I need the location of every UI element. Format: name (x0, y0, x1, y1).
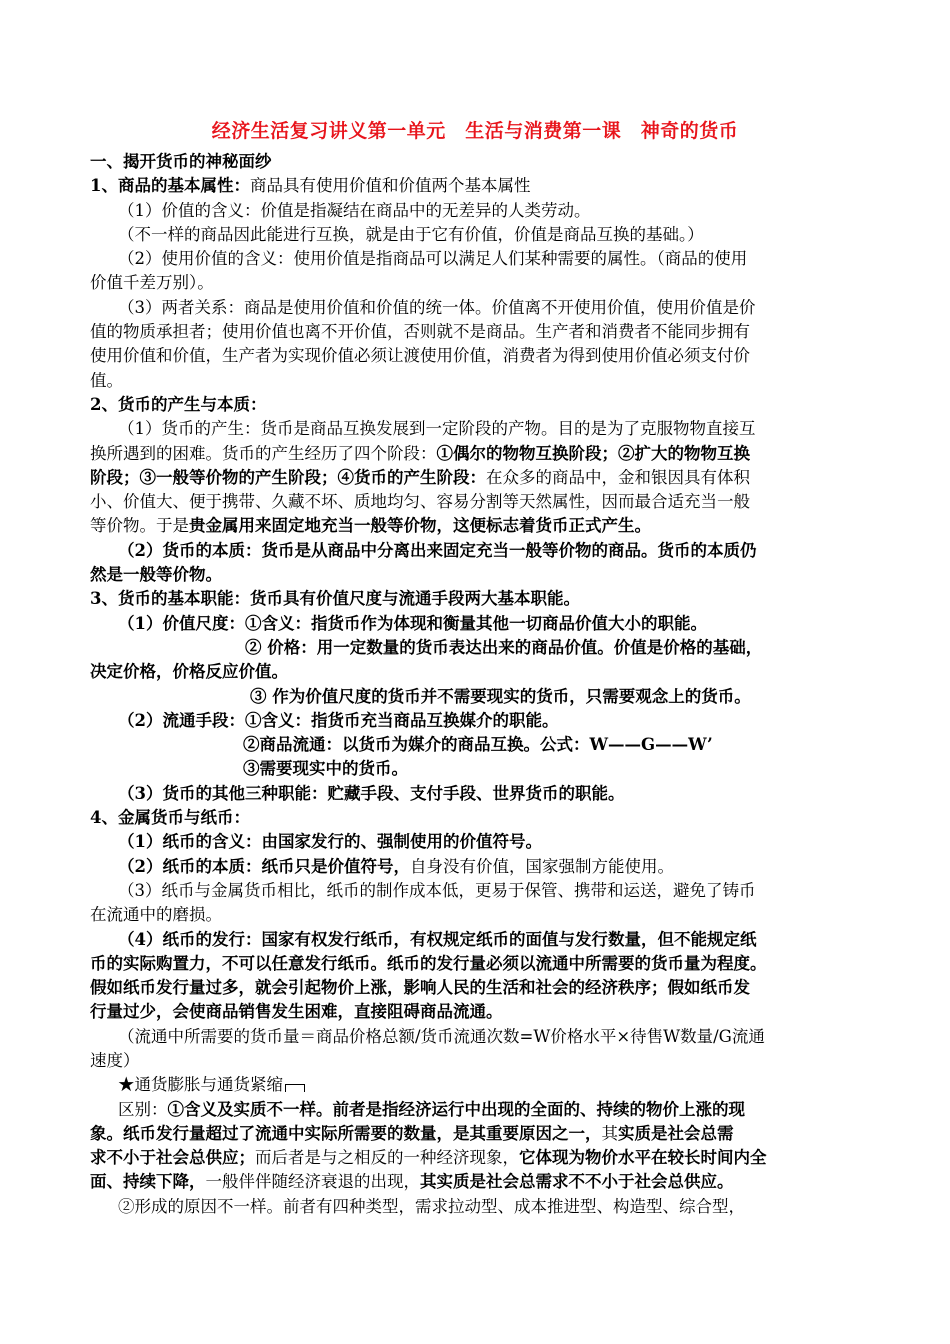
text-run: 3、货币的基本职能：货币具有价值尺度与流通手段两大基本职能。 (90, 589, 580, 609)
text-line-p13b (90, 952, 860, 976)
text-line-p6 (90, 539, 860, 563)
text-line-p5c (90, 466, 860, 490)
text-run: 它体现为物价水平在较长时间内全 (519, 1148, 767, 1168)
text-line-p7b (90, 636, 860, 660)
text-line-p8 (90, 709, 860, 733)
text-line-p1 (90, 199, 860, 223)
text-run: 值。 (90, 370, 123, 390)
text-run: （3）两者关系：商品是使用价值和价值的统一体。价值离不开使用价值，使用价值是价 (118, 297, 756, 317)
text-line-p14 (90, 1025, 860, 1049)
text-line-p13c (90, 976, 860, 1000)
text-run: 决定价格，价格反应价值。 (90, 662, 288, 682)
text-run: ② 价格：用一定数量的货币表达出来的商品价值。价值是价格的基础， (245, 637, 763, 657)
text-line-p12b (90, 903, 860, 927)
text-line-p16c (90, 1146, 860, 1170)
text-line-p3 (90, 247, 860, 271)
text-line-p4c (90, 344, 860, 368)
text-run: 商品具有使用价值和价值两个基本属性 (249, 176, 531, 196)
text-run: 求不小于社会总供应； (90, 1148, 255, 1168)
page-title: 经济生活复习讲义第一单元 生活与消费第一课 神奇的货币 (211, 120, 739, 142)
text-line-p5b (90, 442, 860, 466)
text-run: （3）纸币与金属货币相比，纸币的制作成本低，更易于保管、携带和运送，避免了铸币 (118, 880, 756, 900)
text-run: （3）货币的其他三种职能：贮藏手段、支付手段、世界货币的职能。 (118, 783, 625, 803)
text-run: ③ 作为价值尺度的货币并不需要现实的货币，只需要观念上的货币。 (250, 686, 751, 706)
text-run: 自身没有价值，国家强制方能使用。 (409, 856, 674, 876)
text-run: 速度） (90, 1050, 140, 1070)
text-line-p7d (90, 685, 860, 709)
text-run: 象。纸币发行量超过了流通中实际所需要的数量，是其重要原因之一， (90, 1123, 602, 1143)
text-run: ②商品流通：以货币为媒介的商品互换。公式：W——G——W’ (243, 735, 713, 755)
text-run: 一般伴伴随经济衰退的出现， (205, 1172, 420, 1192)
document-body (90, 150, 860, 1219)
text-run: （2）货币的本质：货币是从商品中分离出来固定充当一般等价物的商品。货币的本质仍 (118, 540, 757, 560)
text-run: 假如纸币发行量过多，就会引起物价上涨，影响人民的生活和社会的经济秩序；假如纸币发 (90, 978, 750, 998)
text-run: （1）纸币的含义：由国家发行的、强制使用的价值符号。 (118, 832, 542, 852)
text-line-p16d (90, 1170, 860, 1194)
text-run: 换所遇到的困难。货币的产生经历了四个阶段： (90, 443, 437, 463)
text-line-p4d (90, 369, 860, 393)
text-run: 4、金属货币与纸币： (90, 808, 250, 828)
text-line-p7 (90, 612, 860, 636)
text-line-p13 (90, 928, 860, 952)
text-run: （1）价值的含义：价值是指凝结在商品中的无差异的人类劳动。 (118, 200, 591, 220)
text-line-p12 (90, 879, 860, 903)
text-run: 而后者是与之相反的一种经济现象， (255, 1148, 519, 1168)
text-line-p13d (90, 1000, 860, 1024)
text-run: 在众多的商品中，金和银因具有体积 (486, 467, 750, 487)
text-line-p14b (90, 1049, 860, 1073)
text-run: 等价物。于是 (90, 516, 189, 536)
text-run: 一、揭开货币的神秘面纱 (90, 152, 272, 171)
text-run: ①偶尔的物物互换阶段；②扩大的物物互换 (436, 443, 750, 463)
text-line-s4 (90, 806, 860, 830)
bracket-mark-icon (285, 1084, 305, 1092)
text-run: 值的物质承担者；使用价值也离不开价值，否则就不是商品。生产者和消费者不能同步拥有 (90, 322, 750, 342)
text-line-s1 (90, 174, 860, 198)
text-run: 区别： (118, 1099, 168, 1119)
text-run: 使用价值和价值，生产者为实现价值必须让渡使用价值，消费者为得到使用价值必须支付价 (90, 346, 750, 366)
text-run: 价值千差万别）。 (90, 273, 214, 293)
text-run: （4）纸币的发行：国家有权发行纸币，有权规定纸币的面值与发行数量，但不能规定纸 (118, 929, 757, 949)
text-run: 币的实际购置力，不可以任意发行纸币。纸币的发行量必须以流通中所需要的货币量为程度。 (90, 953, 767, 973)
text-line-p5 (90, 417, 860, 441)
text-line-p5e (90, 514, 860, 538)
text-run: 其 (601, 1123, 618, 1143)
text-run: 然是一般等价物。 (90, 565, 222, 585)
text-run: ③需要现实中的货币。 (243, 759, 408, 779)
text-line-s2 (90, 393, 860, 417)
text-line-s3 (90, 587, 860, 611)
text-run: （1）货币的产生：货币是商品互换发展到一定阶段的产物。目的是为了克服物物直接互 (118, 419, 756, 439)
text-line-p7c (90, 660, 860, 684)
text-run: （2）纸币的本质：纸币只是价值符号， (118, 856, 410, 876)
text-line-p10 (90, 830, 860, 854)
text-line-p5d (90, 490, 860, 514)
text-line-p6b (90, 563, 860, 587)
text-line-p11 (90, 855, 860, 879)
text-run: 面、持续下降， (90, 1172, 206, 1192)
text-run: ★通货膨胀与通货紧缩 (118, 1075, 283, 1095)
text-run: （1）价值尺度：①含义：指货币作为体现和衡量其他一切商品价值大小的职能。 (118, 613, 707, 633)
text-line-p17 (90, 1195, 860, 1219)
text-line-p9 (90, 782, 860, 806)
text-line-p4b (90, 320, 860, 344)
text-line-p4 (90, 296, 860, 320)
text-line-p2 (90, 223, 860, 247)
text-run: 在流通中的磨损。 (90, 905, 222, 925)
text-run: 贵金属用来固定地充当一般等价物，这便标志着货币正式产生。 (189, 516, 651, 536)
text-run: （2）使用价值的含义：使用价值是指商品可以满足人们某种需要的属性。（商品的使用 (118, 249, 748, 269)
text-run: 小、价值大、便于携带、久藏不坏、质地均匀、容易分割等天然属性，因而最合适充当一般 (90, 492, 750, 512)
text-run: （流通中所需要的货币量＝商品价格总额/货币流通次数=W价格水平×待售W数量/G流通 (118, 1026, 765, 1046)
text-line-h1 (90, 150, 860, 174)
text-line-p15 (90, 1073, 860, 1097)
text-line-p16b (90, 1122, 860, 1146)
text-run: 行量过少，会使商品销售发生困难，直接阻碍商品流通。 (90, 1002, 503, 1022)
text-run: 1、商品的基本属性： (90, 176, 250, 196)
text-run: ②形成的原因不一样。前者有四种类型，需求拉动型、成本推进型、构造型、综合型， (118, 1196, 745, 1216)
text-run: （2）流通手段：①含义：指货币充当商品互换媒介的职能。 (118, 710, 559, 730)
text-run: 实质是社会总需 (618, 1123, 734, 1143)
text-run: 2、货币的产生与本质： (90, 394, 267, 414)
text-line-p8b (90, 733, 860, 757)
text-run: 阶段；③一般等价物的产生阶段；④货币的产生阶段： (90, 467, 486, 487)
text-line-p8c (90, 757, 860, 781)
text-line-p16 (90, 1098, 860, 1122)
text-run: 其实质是社会总需求不不小于社会总供应。 (420, 1172, 734, 1192)
text-run: （不一样的商品因此能进行互换，就是由于它有价值，价值是商品互换的基础。） (118, 224, 704, 244)
text-line-p3b (90, 271, 860, 295)
text-run: ①含义及实质不一样。前者是指经济运行中出现的全面的、持续的物价上涨的现 (167, 1099, 745, 1119)
